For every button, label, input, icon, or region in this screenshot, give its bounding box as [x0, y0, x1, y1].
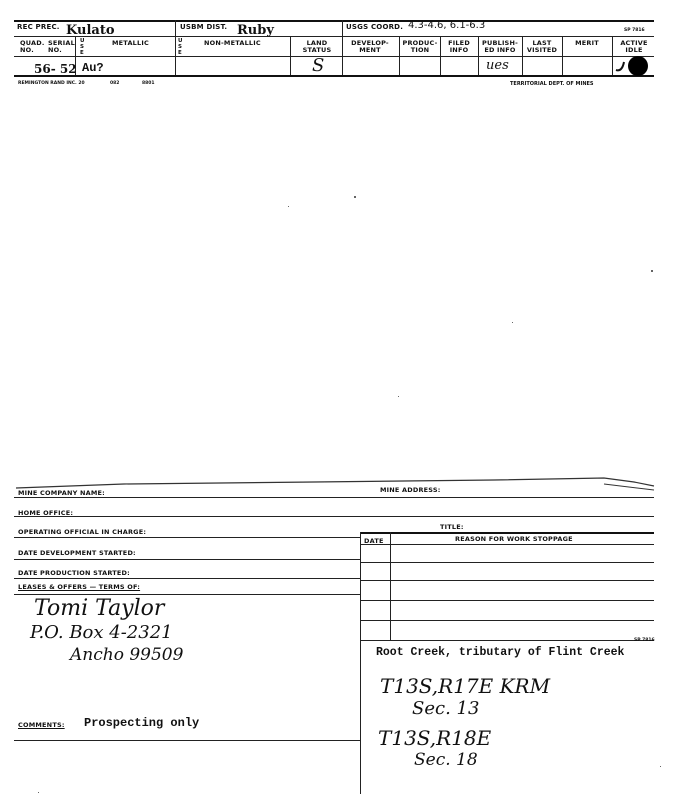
col-filed-info: FILED INFO: [448, 39, 470, 54]
record-published-info: ues: [486, 58, 509, 73]
col-land-status: LAND STATUS: [302, 39, 332, 54]
location-1-township: T13S,R17E KRM: [380, 674, 551, 698]
usbm-dist-label: USBM DIST.: [180, 23, 228, 31]
reason-column-header: REASON FOR WORK STOPPAGE: [455, 535, 573, 543]
col-published-info: PUBLISH-ED INFO: [482, 39, 518, 54]
scan-speck: [38, 792, 39, 793]
owner-city-zip: Ancho 99509: [70, 645, 184, 665]
printer-name: REMINGTON RAND INC. 20: [18, 81, 85, 86]
owner-name: Tomi Taylor: [34, 596, 165, 621]
usgs-coord-value: 4.3-4.6, 6.1-6.3: [408, 20, 486, 31]
comments-value: Prospecting only: [84, 716, 200, 730]
date-column-header: DATE: [364, 537, 384, 545]
col-active-idle: ACTIVE IDLE: [620, 39, 648, 54]
usbm-dist-value: Ruby: [237, 23, 274, 38]
scan-speck: [512, 322, 513, 323]
form-number-top: SP 7816: [624, 28, 645, 33]
scan-speck: [651, 270, 653, 272]
location-1-section: Sec. 13: [412, 698, 480, 719]
record-land-status: S: [312, 55, 325, 76]
col-serial-no: SERIAL NO.: [48, 39, 75, 54]
title-label: TITLE:: [440, 523, 464, 531]
comments-label: COMMENTS:: [18, 721, 65, 729]
col-use-1: U S E: [80, 38, 85, 56]
location-typed: Root Creek, tributary of Flint Creek: [376, 646, 625, 659]
form-number-bottom: SP 7816: [634, 638, 655, 643]
col-production: PRODUC-TION: [402, 39, 438, 54]
date-production-label: DATE PRODUCTION STARTED:: [18, 569, 130, 577]
mine-company-name-label: MINE COMPANY NAME:: [18, 489, 105, 497]
col-non-metallic: NON-METALLIC: [204, 39, 261, 47]
printer-code-2: 8801: [142, 81, 155, 86]
date-development-label: DATE DEVELOPMENT STARTED:: [18, 549, 136, 557]
location-2-section: Sec. 18: [414, 750, 478, 770]
printer-code-1: 082: [110, 81, 120, 86]
card-top-edge: [14, 474, 656, 494]
active-status-dot: [628, 56, 648, 76]
col-quad-no: QUAD. NO.: [20, 39, 45, 54]
home-office-label: HOME OFFICE:: [18, 509, 74, 517]
record-quad-serial: 56- 52: [34, 62, 77, 76]
usgs-coord-label: USGS COORD.: [346, 23, 404, 31]
location-2-township: T13S,R18E: [378, 726, 492, 750]
department-name: TERRITORIAL DEPT. OF MINES: [510, 81, 594, 87]
col-metallic: METALLIC: [112, 39, 149, 47]
mine-address-label: MINE ADDRESS:: [380, 486, 441, 494]
leases-label: LEASES & OFFERS — TERMS OF:: [18, 583, 141, 591]
rec-prec-value: Kulato: [66, 23, 115, 38]
col-use-2: U S E: [178, 38, 183, 56]
rec-prec-label: REC PREC.: [17, 23, 60, 31]
operating-official-label: OPERATING OFFICIAL IN CHARGE:: [18, 528, 147, 536]
col-merit: MERIT: [575, 39, 599, 47]
scan-speck: [288, 206, 289, 207]
col-last-visited: LAST VISITED: [526, 39, 558, 54]
owner-po-box: P.O. Box 4-2321: [30, 622, 173, 643]
scan-speck: [354, 196, 356, 198]
col-development: DEVELOP-MENT: [351, 39, 389, 54]
record-metallic: Au?: [82, 61, 104, 75]
scan-speck: [398, 396, 399, 397]
active-hand-mark: [614, 60, 628, 74]
scan-speck: [660, 766, 661, 767]
